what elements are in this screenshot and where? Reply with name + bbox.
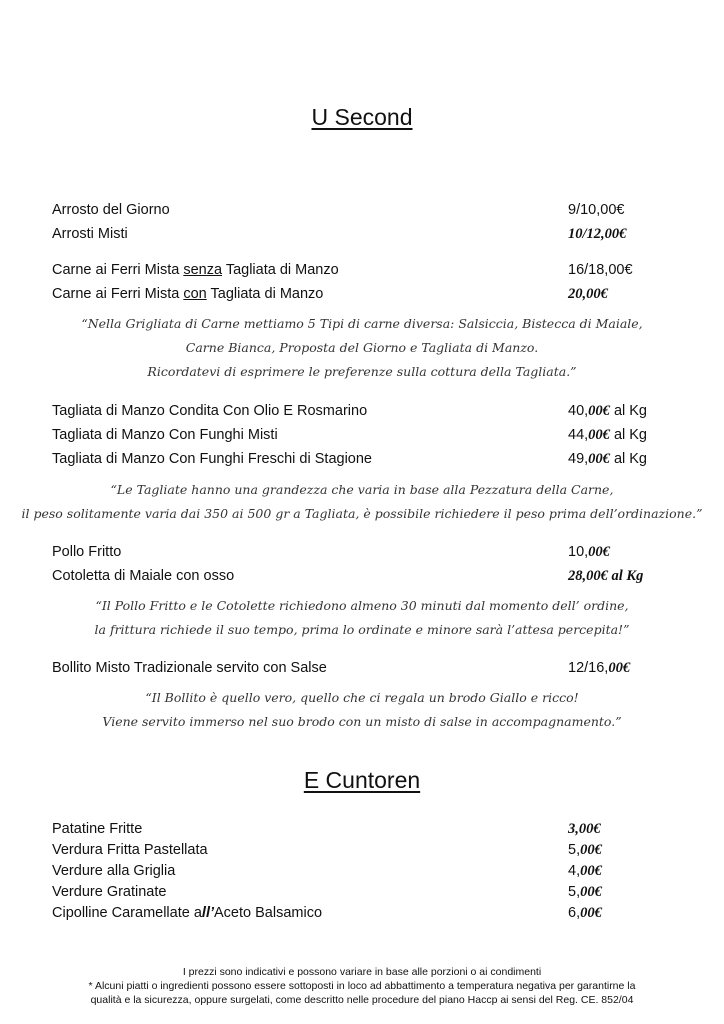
item-name: Carne ai Ferri Mista senza Tagliata di Manzo [52, 262, 339, 278]
item-name: Cotoletta di Maiale con osso [52, 568, 235, 584]
item-price: 40,00€ al Kg [568, 403, 648, 419]
side-item-name: Verdure Gratinate [52, 884, 167, 900]
side-item-name: Patatine Fritte [52, 821, 143, 837]
menu-item [52, 451, 672, 473]
menu-item [52, 660, 672, 682]
side-item-name: Cipolline Caramellate all’Aceto Balsamico [52, 905, 323, 921]
menu-item [52, 568, 672, 590]
side-item-name: Verdura Fritta Pastellata [52, 842, 208, 858]
item-price: 10/12,00€ [568, 226, 627, 242]
side-item-price: 4,00€ [568, 863, 602, 879]
menu-item [52, 403, 672, 425]
side-item-name: Verdure alla Griglia [52, 863, 176, 879]
note-line: la frittura richiede il suo tempo, prima lo ordinate e minore sarà l’attesa percepita!” [94, 622, 630, 637]
menu-item [52, 544, 672, 566]
item-name: Bollito Misto Tradizionale servito con Salse [52, 660, 327, 676]
note-line: “Nella Grigliata di Carne mettiamo 5 Tipi di carne diversa: Salsiccia, Bistecca di Maiale, [81, 316, 643, 331]
menu-item [52, 202, 672, 224]
note-line: il peso solitamente varia dai 350 ai 500 gr a Tagliata, è possibile richiedere il peso prima dell’ordinazione.” [21, 506, 703, 521]
note-line: Viene servito immerso nel suo brodo con un misto di salse in accompagnamento.” [102, 714, 622, 729]
menu-item [52, 427, 672, 449]
item-price: 10,00€ [568, 544, 610, 560]
item-price: 44,00€ al Kg [568, 427, 648, 443]
item-name: Arrosto del Giorno [52, 202, 170, 218]
side-item-price: 6,00€ [568, 905, 602, 921]
item-price: 20,00€ [568, 286, 608, 302]
menu-item [52, 286, 672, 308]
menu-item [52, 262, 672, 284]
footer-line: qualità e la sicurezza, oppure surgelati, come descritto nelle procedure del piano Haccp ai sensi del Reg. CE. 852/04 [90, 994, 634, 1006]
item-price: 49,00€ al Kg [568, 451, 648, 467]
item-name: Carne ai Ferri Mista con Tagliata di Manzo [52, 286, 324, 302]
side-item-price: 5,00€ [568, 842, 602, 858]
footer-line: I prezzi sono indicativi e possono variare in base alle porzioni o ai condimenti [182, 966, 542, 978]
item-price: 9/10,00€ [568, 202, 625, 218]
note-line: “Le Tagliate hanno una grandezza che varia in base alla Pezzatura della Carne, [110, 482, 614, 497]
section-title-contorni: E Cuntoren [303, 767, 421, 793]
item-name: Arrosti Misti [52, 226, 128, 242]
item-name: Tagliata di Manzo Con Funghi Misti [52, 427, 278, 443]
note-line: “Il Bollito è quello vero, quello che ci regala un brodo Giallo e ricco! [145, 690, 579, 705]
item-name: Tagliata di Manzo Condita Con Olio E Rosmarino [52, 403, 368, 419]
section-title-secondi: U Second [311, 104, 413, 130]
item-price: 28,00€ al Kg [568, 568, 644, 584]
item-name: Pollo Fritto [52, 544, 122, 560]
menu-item [52, 226, 672, 248]
note-line: Carne Bianca, Proposta del Giorno e Tagliata di Manzo. [185, 340, 539, 355]
side-item-price: 5,00€ [568, 884, 602, 900]
note-line: Ricordatevi di esprimere le preferenze sulla cottura della Tagliata.” [147, 364, 577, 379]
side-item-price: 3,00€ [568, 821, 601, 837]
item-name: Tagliata di Manzo Con Funghi Freschi di Stagione [52, 451, 372, 467]
footer-line: * Alcuni piatti o ingredienti possono essere sottoposti in loco ad abbattimento a temperatura negativa per garantirne la [88, 980, 636, 992]
item-price: 12/16,00€ [568, 660, 631, 676]
item-price: 16/18,00€ [568, 262, 633, 278]
note-line: “Il Pollo Fritto e le Cotolette richiedono almeno 30 minuti dal momento dell’ ordine, [95, 598, 629, 613]
